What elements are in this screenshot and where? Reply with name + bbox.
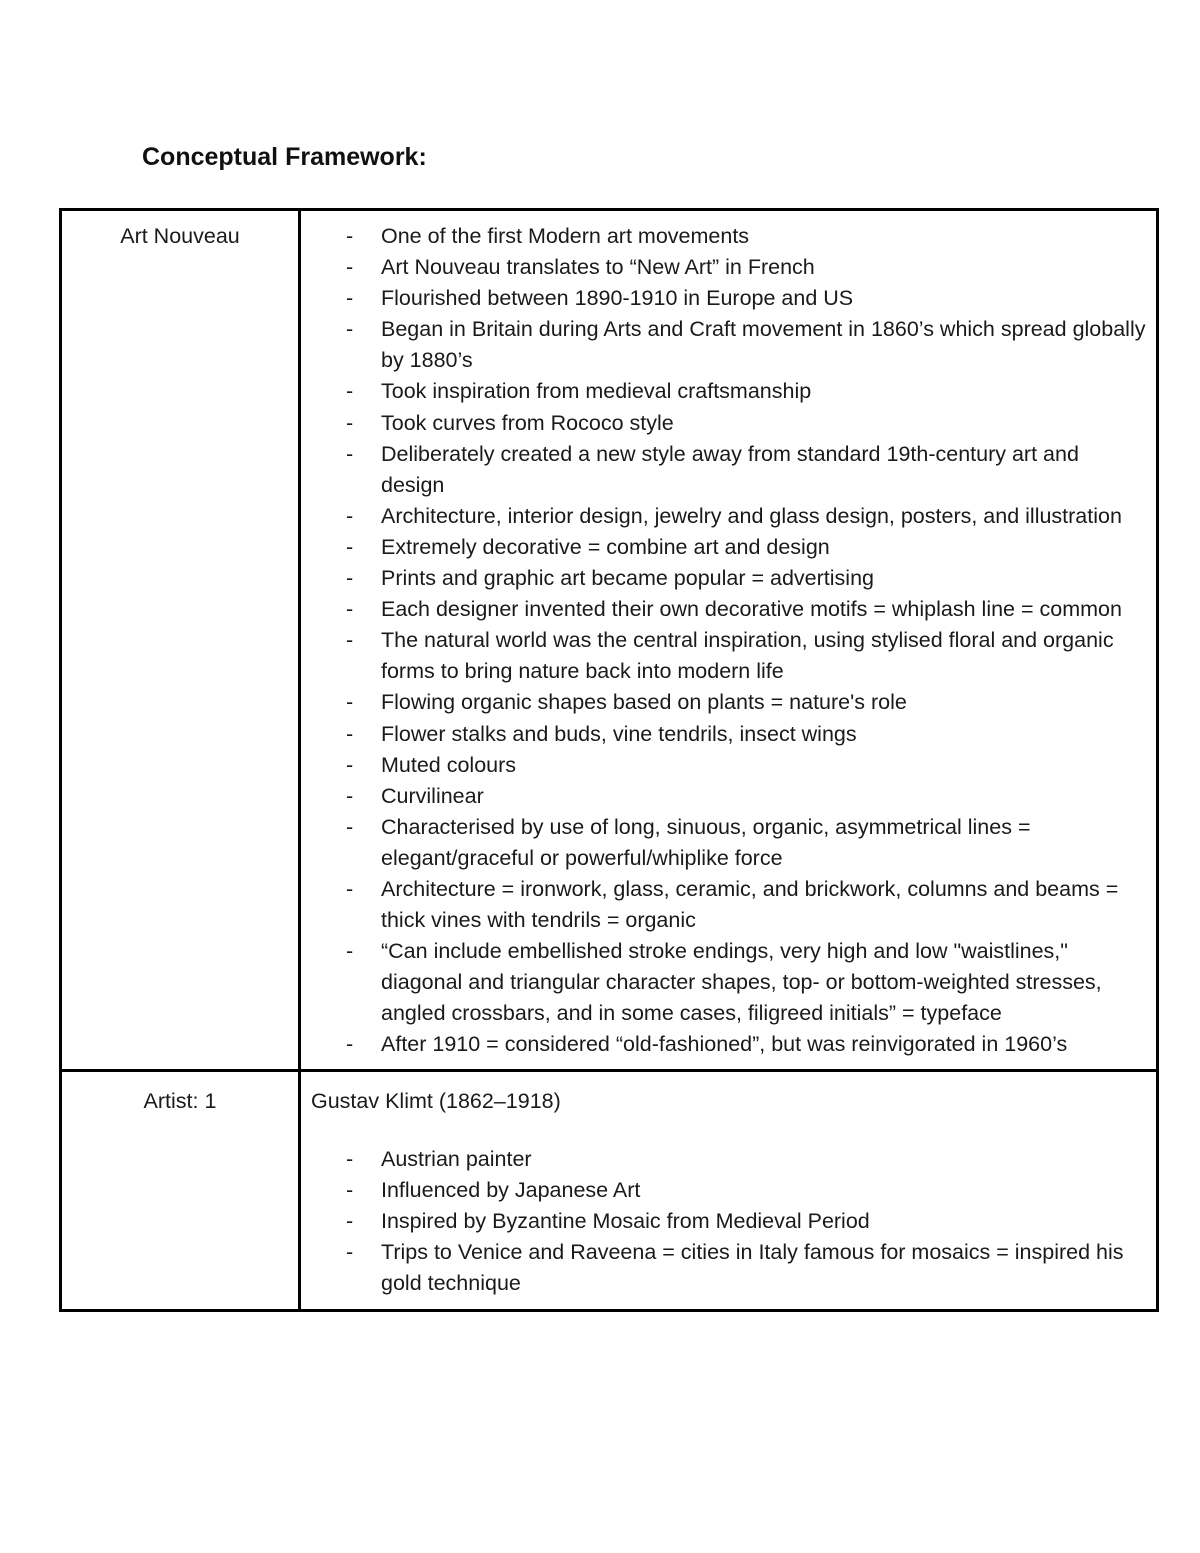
row-label-artist: Artist: 1 bbox=[61, 1070, 300, 1311]
list-item: - Architecture, interior design, jewelry and glass design, posters, and illustration bbox=[381, 501, 1146, 532]
artist-name: Gustav Klimt (1862–1918) bbox=[311, 1088, 561, 1113]
artist-points bbox=[301, 1144, 1146, 1299]
list-item: - Took curves from Rococo style bbox=[381, 408, 1146, 439]
list-item: - Characterised by use of long, sinuous, organic, asymmetrical lines = elegant/graceful or powerful/whiplike force bbox=[381, 812, 1146, 874]
list-item: - After 1910 = considered “old-fashioned”, but was reinvigorated in 1960’s bbox=[381, 1029, 1146, 1060]
spacer bbox=[301, 1117, 1146, 1144]
list-item: - Extremely decorative = combine art and design bbox=[381, 532, 1146, 563]
list-item: - Austrian painter bbox=[381, 1144, 1146, 1175]
row-content-art-nouveau bbox=[300, 210, 1158, 1071]
list-item: - Trips to Venice and Raveena = cities in Italy famous for mosaics = inspired his gold technique bbox=[381, 1237, 1146, 1299]
list-item: - The natural world was the central inspiration, using stylised floral and organic forms to bring nature back into modern life bbox=[381, 625, 1146, 687]
list-item: - Flowing organic shapes based on plants = nature's role bbox=[381, 687, 1146, 718]
list-item: - Muted colours bbox=[381, 750, 1146, 781]
page-heading: Conceptual Framework: bbox=[142, 143, 427, 171]
list-item: - Took inspiration from medieval craftsmanship bbox=[381, 376, 1146, 407]
framework-table bbox=[59, 208, 1159, 1312]
row-content-artist bbox=[300, 1070, 1158, 1311]
list-item: - Architecture = ironwork, glass, ceramic, and brickwork, columns and beams = thick vines with tendrils = organic bbox=[381, 874, 1146, 936]
list-item: - Influenced by Japanese Art bbox=[381, 1175, 1146, 1206]
table-row-art-nouveau bbox=[61, 210, 1158, 1071]
row-label-art-nouveau: Art Nouveau bbox=[61, 210, 300, 1071]
table-row-artist bbox=[61, 1070, 1158, 1311]
list-item: - Began in Britain during Arts and Craft movement in 1860’s which spread globally by 1880’s bbox=[381, 314, 1146, 376]
art-nouveau-points bbox=[301, 221, 1146, 1061]
list-item: - Deliberately created a new style away from standard 19th-century art and design bbox=[381, 439, 1146, 501]
list-item: - One of the first Modern art movements bbox=[381, 221, 1146, 252]
list-item: - Inspired by Byzantine Mosaic from Medieval Period bbox=[381, 1206, 1146, 1237]
list-item: - Flourished between 1890-1910 in Europe and US bbox=[381, 283, 1146, 314]
list-item: - Each designer invented their own decorative motifs = whiplash line = common bbox=[381, 594, 1146, 625]
list-item: - Prints and graphic art became popular = advertising bbox=[381, 563, 1146, 594]
list-item: - Art Nouveau translates to “New Art” in French bbox=[381, 252, 1146, 283]
list-item: - Flower stalks and buds, vine tendrils, insect wings bbox=[381, 719, 1146, 750]
list-item: - Curvilinear bbox=[381, 781, 1146, 812]
list-item: - “Can include embellished stroke endings, very high and low "waistlines," diagonal and triangular character shapes, top- or bottom-weighted stresses, angled crossbars, and in some cases, filigreed initials” = typeface bbox=[381, 936, 1146, 1029]
